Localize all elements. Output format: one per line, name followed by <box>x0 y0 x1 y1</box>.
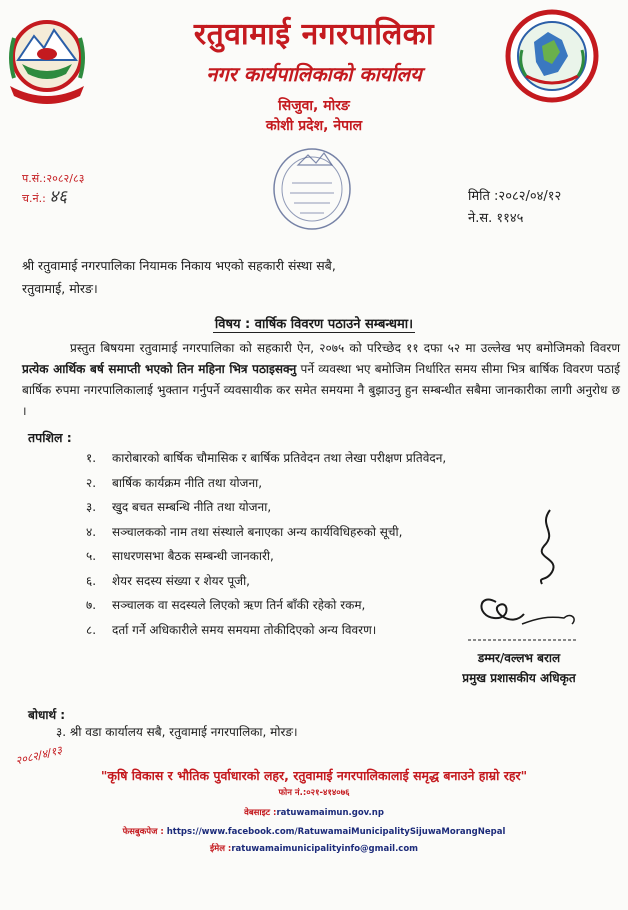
chalani-label: च.नं.: <box>22 192 46 205</box>
list-item <box>86 593 446 618</box>
addressee-block <box>22 254 336 300</box>
list-item <box>86 520 446 545</box>
list-item-number: ६. <box>86 573 97 588</box>
list-item-text: साधरणसभा बैठक सम्बन्धी जानकारी, <box>112 549 274 563</box>
list-item-number: १. <box>86 451 97 465</box>
list-item <box>86 569 446 594</box>
reference-block <box>22 170 84 208</box>
list-item-number: ५. <box>86 549 97 563</box>
list-item-number: ८. <box>86 622 97 637</box>
list-item-number: ४. <box>86 524 97 539</box>
date-nepal-sambat: ने.स. ११४५ <box>468 211 524 226</box>
addressee-line-2: रतुवामाई, मोरङ। <box>22 281 98 296</box>
list-item-text: कारोबारको बार्षिक चौमासिक र बार्षिक प्रतिवेदन तथा लेखा परीक्षण प्रतिवेदन, <box>112 451 447 465</box>
list-item-text: दर्ता गर्ने अधिकारीले समय समयमा तोकीदिएको अन्य विवरण। <box>112 622 377 637</box>
signatory-title: प्रमुख प्रशासकीय अधिकृत <box>462 671 576 685</box>
date-block <box>468 186 561 230</box>
addressee-line-1: श्री रतुवामाई नगरपालिका नियामक निकाय भएको सहकारी संस्था सबै, <box>22 258 336 273</box>
list-item <box>86 446 446 471</box>
handwritten-dispatch-note: २०८२/४/१३ <box>14 743 64 768</box>
body-bold: प्रत्येक आर्थिक बर्ष समाप्ती भएको तिन महिना भित्र पठाइसक्नु <box>22 362 297 376</box>
office-province: कोशी प्रदेश, नेपाल <box>265 118 363 134</box>
list-item-text: शेयर सदस्य संख्या र शेयर पूजी, <box>112 573 250 588</box>
details-heading: तपशिल : <box>28 430 72 445</box>
list-item <box>86 471 446 496</box>
list-item <box>86 618 446 643</box>
list-item-text: सञ्चालक वा सदस्यले लिएको ऋण तिर्न बाँकी रहेको रकम, <box>112 598 366 612</box>
list-item-number: ३. <box>86 500 97 514</box>
signatory-block <box>444 648 594 688</box>
footer-email <box>0 843 628 854</box>
body-part-1: प्रस्तुत बिषयमा रतुवामाई नगरपालिका को सहकारी ऐन, २०७५ को परिच्छेद ११ दफा ५२ मा उल्लेख भए बमोजिमको विवरण <box>70 341 620 355</box>
footer-facebook <box>0 826 628 837</box>
subject-text: विषय : वार्षिक विवरण पठाउने सम्बन्धमा। <box>214 317 414 332</box>
details-list <box>86 446 446 642</box>
date-miti: मिति :२०८२/०४/१२ <box>468 189 562 204</box>
footer-email-label: ईमेल : <box>209 844 232 854</box>
list-item-text: सञ्चालकको नाम तथा संस्थाले बनाएका अन्य कार्यविधिहरुको सूची, <box>112 524 403 539</box>
subject-line <box>0 314 628 332</box>
footer-website <box>0 807 628 818</box>
cc-heading: बोधार्थ : <box>28 708 66 722</box>
list-item <box>86 495 446 520</box>
signatory-name: डम्मर/वल्लभ बराल <box>477 651 561 665</box>
list-item-text: खुद बचत सम्बन्धि नीति तथा योजना, <box>112 500 272 514</box>
patra-sankhya: प.सं.:२०८२/८३ <box>22 172 85 185</box>
office-subtitle: नगर कार्यपालिकाको कार्यालय <box>206 62 422 86</box>
signature-icon <box>468 506 588 646</box>
body-paragraph <box>22 338 620 422</box>
cc-item: ३. श्री वडा कार्यालय सबै, रतुवामाई नगरपालिका, मोरङ। <box>56 725 298 739</box>
footer-email-link[interactable]: ratuwamaimunicipalityinfo@gmail.com <box>231 844 419 854</box>
footer-website-link[interactable]: ratuwamaimun.gov.np <box>276 808 384 818</box>
list-item-number: ७. <box>86 598 97 612</box>
office-location: सिजुवा, मोरङ <box>278 98 350 114</box>
body-part-2: पर्ने व्यवस्था भए बमोजिम निर्धारित समय सीमा भित्र बार्षिक विवरण पठाई बार्षिक रुपमा नगरपालिकालाई भुक्तान गर्नुपर्ने व्यवसायीक कर समेत समयमा नै बुझाउनु हुन सम्बन्धीत सबैमा जानकारीका लागी अनुरोध छ । <box>22 362 620 418</box>
chalani-number: ४६ <box>49 187 67 207</box>
list-item <box>86 544 446 569</box>
footer-facebook-label: फेसबुकपेज : <box>122 827 164 837</box>
footer-slogan: "कृषि विकास र भौतिक पुर्वाधारको लहर, रतुवामाई नगरपालिकालाई समृद्ध बनाउने हाम्रो रहर" <box>100 768 528 783</box>
office-stamp-icon <box>270 143 354 233</box>
municipality-title: रतुवामाई नगरपालिका <box>193 17 435 52</box>
list-item-number: २. <box>86 475 97 490</box>
footer-website-label: वेबसाइट : <box>244 808 277 818</box>
list-item-text: बार्षिक कार्यक्रम नीति तथा योजना, <box>112 475 263 490</box>
chalani-number-row <box>22 188 84 208</box>
footer-phone: फोन नं.:०२१-४१४०७६ <box>278 788 350 798</box>
footer-facebook-link[interactable]: https://www.facebook.com/RatuwamaiMunicipalitySijuwaMorangNepal <box>166 827 506 837</box>
